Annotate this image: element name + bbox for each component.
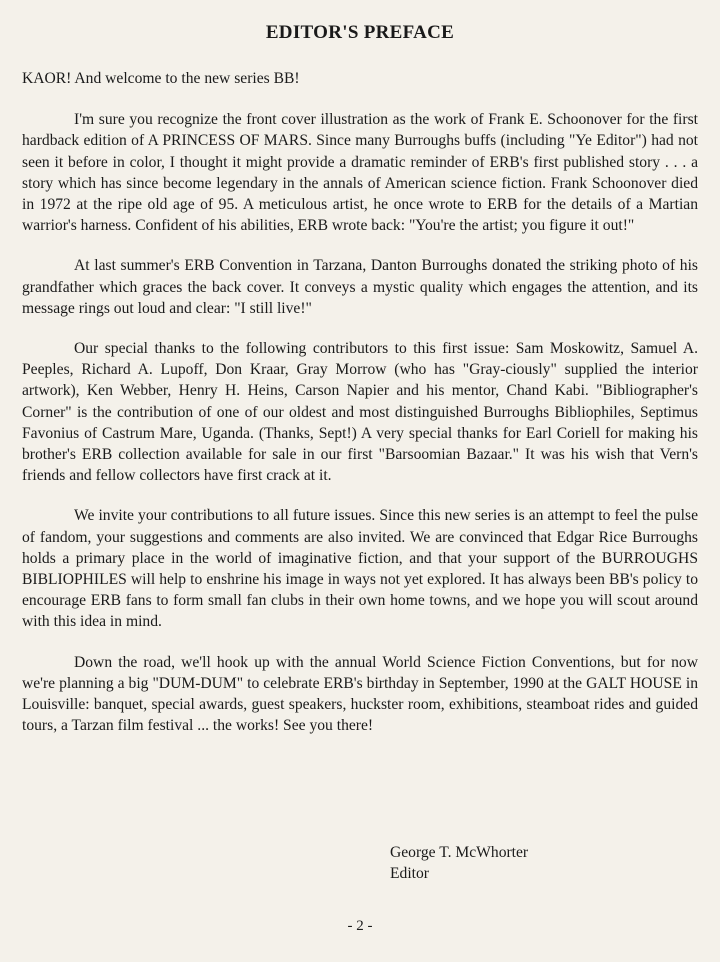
paragraph-cover: I'm sure you recognize the front cover illustration as the work of Frank E. Schoonover for the first hardback edition of A PRINCESS OF MARS. Since many Burroughs buffs (including "Ye Editor") had not seen it before in color, I thought it might provide a dramatic reminder of ERB's first published story . . . a story which has since become legendary in the annals of American science fiction. Frank Schoonover died in 1972 at the ripe old age of 95. A meticulous artist, he once wrote to ERB for the details of a Martian warrior's harness. Confident of his abilities, ERB wrote back: "You're the artist; you figure it out!" xyxy=(22,111,698,235)
signature-block xyxy=(390,842,528,884)
paragraph-contributions: We invite your contributions to all future issues. Since this new series is an attempt to feel the pulse of fandom, your suggestions and comments are also invited. We are convinced that Edgar Rice Burroughs holds a primary place in the world of imaginative fiction, and that your support of the BURROUGHS BIBLIOPHILES will help to enshrine his image in ways not yet explored. It has always been BB's policy to encourage ERB fans to form small fan clubs in their own home towns, and we hope you will scout around with this idea in mind. xyxy=(22,507,698,631)
paragraph-greeting: KAOR! And welcome to the new series BB! xyxy=(22,70,300,87)
paragraph-convention: Down the road, we'll hook up with the annual World Science Fiction Conventions, but for now we're planning a big "DUM-DUM" to celebrate ERB's birthday in September, 1990 at the GALT HOUSE in Louisville: banquet, special awards, guest speakers, huckster room, exhibitions, steamboat rides and guided tours, a Tarzan film festival ... the works! See you there! xyxy=(22,653,698,735)
paragraph-back-cover: At last summer's ERB Convention in Tarzana, Danton Burroughs donated the striking photo of his grandfather which graces the back cover. It conveys a mystic quality which engages the attention, and its message rings out loud and clear: "I still live!" xyxy=(22,257,698,317)
page-number: - 2 - xyxy=(347,918,373,934)
page-title: EDITOR'S PREFACE xyxy=(265,22,455,43)
paragraph-thanks: Our special thanks to the following contributors to this first issue: Sam Moskowitz, Samuel A. Peeples, Richard A. Lupoff, Don Kraar, Gray Morrow (who has "Gray-ciously" supplied the interior artwork), Ken Webber, Henry H. Heins, Carson Napier and his mentor, Chand Kabi. "Bibliographer's Corner" is the contribution of one of our oldest and most distinguished Burroughs Bibliophiles, Septimus Favonius of Castrum Mare, Uganda. (Thanks, Sept!) A very special thanks for Earl Coriell for making his brother's ERB collection available for sale in our first "Barsoomian Bazaar." It was his wish that Vern's friends and fellow collectors have first crack at it. xyxy=(22,340,698,485)
preface-body xyxy=(22,68,698,755)
signature-name: George T. McWhorter xyxy=(390,844,529,861)
signature-role: Editor xyxy=(390,865,429,882)
